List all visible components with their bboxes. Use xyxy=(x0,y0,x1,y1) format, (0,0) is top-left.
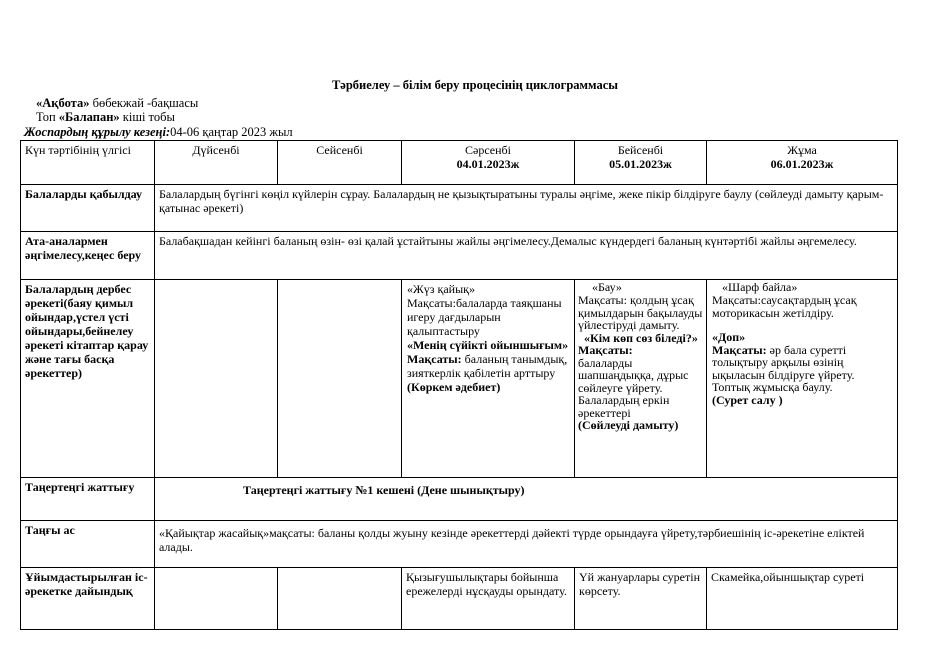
independent-tuesday xyxy=(278,280,402,478)
fri-game2-title: «Доп» xyxy=(712,330,746,344)
header-thursday-date: 05.01.2023ж xyxy=(609,157,672,171)
fri-game1-goal: Мақсаты:саусақтардың ұсақ моторикасын жетілдіру. xyxy=(712,293,857,320)
wed-game2-title: «Менің сүйікті ойыншығым» xyxy=(407,338,569,352)
parents-text: Балабақшадан кейінгі баланың өзін- өзі қалай ұстайтыны жайлы әңгімелесу.Демалыс күндердегі баланың күнтәртібі жайлы әңгемелесу. xyxy=(155,232,898,280)
group-line xyxy=(36,110,175,125)
header-row xyxy=(21,141,898,185)
reception-row xyxy=(21,185,898,232)
thu-goal-label: Мақсаты: xyxy=(578,343,633,357)
breakfast-row xyxy=(21,521,898,568)
group-name: «Балапан» xyxy=(58,110,120,124)
fri-goal-text: әр бала суретті толықтыру арқылы өзінің ықыласын білдіруге үйрету. Топтық жұмысқа баулу. xyxy=(712,342,855,394)
wed-game1-goal: Мақсаты:балаларда таяқшаны игеру дағдыларын қалыптастыру xyxy=(407,296,562,338)
fri-subject: (Сурет салу ) xyxy=(712,392,783,407)
thu-subject: (Сөйлеуді дамыту) xyxy=(578,418,679,432)
fri-game1-title: «Шарф байла» xyxy=(722,280,798,294)
preparation-monday xyxy=(155,568,278,630)
period-value: 04-06 қаңтар 2023 жыл xyxy=(170,125,293,139)
preparation-label: Ұйымдастырылған іс- әрекетке дайындық xyxy=(21,568,155,630)
wed-game1-title: «Жүз қайық» xyxy=(407,282,475,296)
reception-text: Балалардың бүгінгі көңіл күйлерін сұрау. Балалардың не қызықтыратыны туралы әңгіме, жеке пікір білдіруге баулу (сөйлеуді дамыту қарым-қатынас әрекеті) xyxy=(155,185,898,232)
preparation-thursday: Үй жануарлары суретін көрсету. xyxy=(575,568,707,630)
fri-game2-goal xyxy=(712,344,892,394)
independent-row xyxy=(21,280,898,478)
independent-monday xyxy=(155,280,278,478)
document-title: Тәрбиелеу – білім беру процесінің циклограммасы xyxy=(331,78,619,92)
fri-goal-label: Мақсаты: xyxy=(712,342,767,357)
kindergarten-name: «Ақбота» xyxy=(36,96,90,110)
wed-subject: (Көркем әдебиет) xyxy=(407,380,501,394)
schedule-table xyxy=(20,140,898,630)
wed-goal-text: баланың танымдық, зияткерлік қабілетін арттыру xyxy=(407,352,568,380)
header-wednesday xyxy=(402,141,575,185)
reception-label: Балаларды қабылдау xyxy=(21,185,155,232)
kindergarten-line xyxy=(36,96,198,111)
morning-exercise-text: Таңертеңгі жаттығу №1 кешені (Дене шынықтыру) xyxy=(155,478,898,521)
header-tuesday: Сейсенбі xyxy=(278,141,402,185)
independent-friday xyxy=(707,280,898,478)
parents-label: Ата-аналармен әңгімелесу,кеңес беру xyxy=(21,232,155,280)
header-friday xyxy=(707,141,898,185)
header-friday-day: Жұма xyxy=(787,143,817,157)
header-wednesday-date: 04.01.2023ж xyxy=(456,157,520,171)
wed-game2-goal xyxy=(407,352,570,380)
wed-goal-label: Мақсаты: xyxy=(407,352,462,366)
header-wednesday-day: Сәрсенбі xyxy=(465,143,511,157)
morning-exercise-label: Таңертеңгі жаттығу xyxy=(21,478,155,521)
thu-game2-title: «Кім көп сөз біледі?» xyxy=(584,330,698,345)
morning-exercise-row xyxy=(21,478,898,521)
thu-game1-goal: Мақсаты: қолдың ұсақ қимылдарын бақылауды үйлестіруді дамыту. xyxy=(578,293,703,332)
period-line xyxy=(24,125,293,140)
independent-wednesday xyxy=(402,280,575,478)
independent-label: Балалардың дербес әрекеті(баяу қимыл ойындар,үстел үсті ойындары,бейнелеу әрекеті кітаптар қарау және тағы басқа әрекеттер) xyxy=(21,280,155,478)
group-prefix: Топ xyxy=(36,110,59,124)
group-suffix: кіші тобы xyxy=(119,110,175,124)
preparation-friday: Скамейка,ойыншықтар суреті xyxy=(707,568,898,630)
preparation-row xyxy=(21,568,898,630)
header-monday: Дүйсенбі xyxy=(155,141,278,185)
parents-row xyxy=(21,232,898,280)
thu-game1-title: «Бау» xyxy=(592,280,622,294)
period-label: Жоспардың құрылу кезеңі: xyxy=(24,125,171,139)
independent-thursday xyxy=(575,280,707,478)
thu-game2-goal: балаларды шапшаңдыққа, дұрыс сөйлеуге үйрету. xyxy=(578,355,689,395)
breakfast-text: «Қайықтар жасайық»мақсаты: баланы қолды жуыну кезінде әрекеттерді дәйекті түрде орындауға үйрету,тәрбиешінің іс-әрекетіне еліктей алады. xyxy=(155,521,898,568)
preparation-wednesday: Қызығушылықтары бойынша ережелерді нұсқауды орындату. xyxy=(402,568,575,630)
kindergarten-suffix: бөбекжай -бақшасы xyxy=(89,96,199,110)
breakfast-label: Таңғы ас xyxy=(21,521,155,568)
preparation-tuesday xyxy=(278,568,402,630)
header-thursday-day: Бейсенбі xyxy=(617,143,664,157)
header-friday-date: 06.01.2023ж xyxy=(770,157,834,171)
thu-free-activity: Балалардың еркін әрекеттері xyxy=(578,393,670,420)
header-schedule-template: Күн тәртібінің үлгісі xyxy=(21,141,155,185)
header-thursday xyxy=(575,141,707,185)
